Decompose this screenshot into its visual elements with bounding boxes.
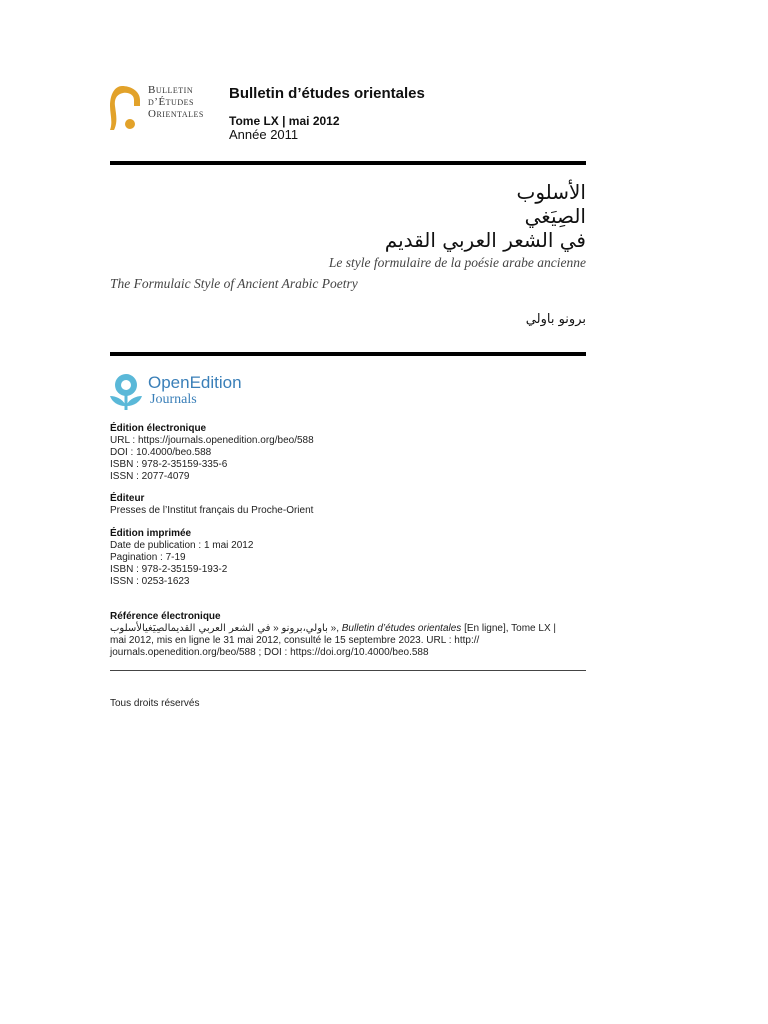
year-info: Année 2011 [229,127,299,142]
electronic-edition-section [110,423,314,483]
print-pagination: Pagination : 7-19 [110,552,186,563]
electronic-reference-section [110,611,586,659]
journal-logo [108,84,218,136]
middle-divider [110,352,586,356]
top-divider [110,161,586,165]
openedition-sub: Journals [150,392,197,407]
reference-journal: Bulletin d’études orientales [341,623,462,634]
electronic-url[interactable]: URL : https://journals.openedition.org/beo/588 [110,435,314,446]
journal-logo-text [148,84,204,120]
editor-heading: Éditeur [110,493,145,504]
electronic-edition-heading: Édition électronique [110,423,207,434]
arabic-title-line-2: الصِيَغي [524,204,586,228]
journal-title: Bulletin d’études orientales [229,85,425,102]
electronic-reference-heading: Référence électronique [110,611,221,622]
print-edition-section [110,528,253,588]
electronic-issn: ISSN : 2077-4079 [110,471,190,482]
logo-line-1: Bulletin [148,84,194,96]
rights-notice: Tous droits réservés [110,698,200,709]
bottom-divider [110,670,586,671]
logo-line-2: d’Études [148,96,194,108]
print-issn: ISSN : 0253-1623 [110,576,190,587]
openedition-flower-icon [108,372,144,414]
editor-name: Presses de l’Institut français du Proche-Orient [110,505,314,516]
reference-rest-1: [En ligne], Tome LX | [464,623,556,634]
logo-line-3: Orientales [148,108,204,120]
english-title: The Formulaic Style of Ancient Arabic Poetry [110,276,358,291]
openedition-name: OpenEdition [148,373,242,392]
french-title: Le style formulaire de la poésie arabe ancienne [328,255,586,270]
issue-info: Tome LX | mai 2012 [229,114,340,128]
reference-title: في الشعر العربي القديمالصِيَغيالأسلوب [110,623,271,634]
print-edition-heading: Édition imprimée [110,528,192,539]
author-name: برونو باولي [525,312,586,327]
print-date: Date de publication : 1 mai 2012 [110,540,254,551]
journal-logo-emblem-icon [108,84,144,134]
print-isbn: ISBN : 978-2-35159-193-2 [110,564,228,575]
reference-line-2: mai 2012, mis en ligne le 31 mai 2012, consulté le 15 septembre 2023. URL : http:// [110,635,480,646]
openedition-logo[interactable] [108,372,268,414]
arabic-title-line-1: الأسلوب [516,180,586,204]
reference-author: باولي،برونو [281,623,328,634]
reference-line-1: باولي،برونو « في الشعر العربي القديمالصِيَغيالأسلوب », Bulletin d’études orientales [En ligne], Tome LX | [110,623,556,634]
electronic-doi: DOI : 10.4000/beo.588 [110,447,212,458]
electronic-isbn: ISBN : 978-2-35159-335-6 [110,459,228,470]
editor-section [110,493,313,517]
arabic-title-line-3: في الشعر العربي القديم [384,228,586,252]
reference-line-3[interactable]: journals.openedition.org/beo/588 ; DOI : https://doi.org/10.4000/beo.588 [110,647,429,658]
